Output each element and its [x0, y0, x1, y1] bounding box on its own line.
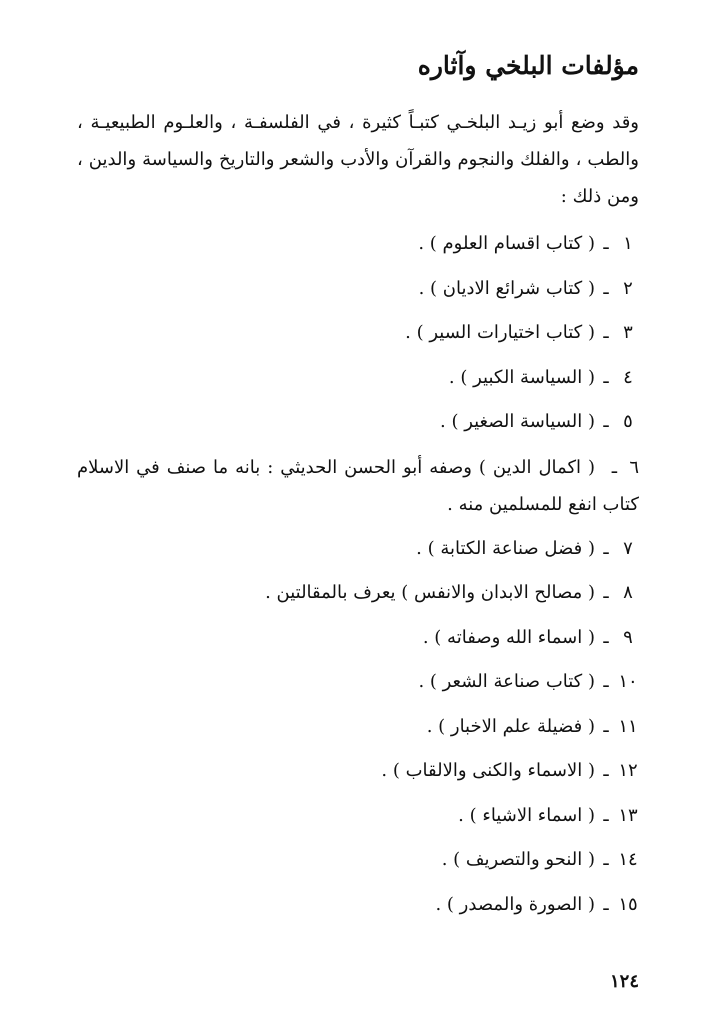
- item-number: ١٥: [618, 893, 638, 915]
- list-item: [77, 660, 639, 705]
- item-number: ١: [623, 233, 633, 254]
- list-item: [77, 883, 639, 928]
- item-number: ١٤: [618, 849, 638, 870]
- item-dash: ـ: [603, 366, 609, 388]
- item-dash: ـ: [603, 626, 609, 648]
- list-item: [77, 571, 639, 616]
- item-text: ( النحو والتصريف ) .: [441, 849, 595, 870]
- item-number: ٤: [623, 366, 633, 388]
- item-text: ( كتاب اختيارات السير ) .: [405, 322, 595, 343]
- list-item: [77, 838, 639, 883]
- item-dash: ـ: [603, 849, 609, 870]
- item-number: ٣: [623, 322, 633, 343]
- item-text: ( الاسماء والكنى والالقاب ) .: [381, 760, 595, 781]
- item-dash: ـ: [603, 760, 609, 781]
- item-number: ١٠: [618, 671, 638, 692]
- item-number: ١٢: [618, 760, 638, 781]
- item-dash: ـ: [611, 456, 617, 478]
- item-text: ( كتاب صناعة الشعر ) .: [418, 671, 595, 692]
- item-number: ٢: [623, 277, 633, 299]
- list-item: [77, 222, 639, 267]
- item-text: ( اسماء الله وصفاته ) .: [422, 626, 595, 648]
- item-text: ( فضيلة علم الاخبار ) .: [426, 715, 595, 737]
- item-number: ٨: [623, 582, 633, 603]
- item-dash: ـ: [603, 893, 609, 915]
- item-text: ( اسماء الاشياء ) .: [458, 804, 595, 826]
- works-list: [77, 222, 639, 927]
- page-number: ١٢٤: [609, 971, 639, 992]
- intro-paragraph: وقد وضع أبو زيـد البلخـي كتبـاً كثيرة ، في الفلسفـة ، والعلـوم الطبيعيـة ، والطب ، والفلك والنجوم والقرآن والأدب والشعر والتاريخ والسياسة والدين ، ومن ذلك :: [77, 112, 639, 207]
- item-text: ( كتاب شرائع الاديان ) .: [418, 277, 595, 299]
- item-text: ( السياسة الصغير ) .: [440, 411, 595, 432]
- item-number: ٧: [623, 537, 633, 559]
- item-number: ٦: [629, 456, 639, 478]
- item-dash: ـ: [603, 715, 609, 737]
- list-item: [77, 705, 639, 750]
- item-number: ٥: [623, 411, 633, 432]
- item-text: ( كتاب اقسام العلوم ) .: [418, 233, 595, 254]
- item-dash: ـ: [603, 537, 609, 559]
- item-dash: ـ: [603, 671, 609, 692]
- item-dash: ـ: [603, 411, 609, 432]
- item-text: ( اكمال الدين ) وصفه أبو الحسن الحديثي : بانه ما صنف في الاسلام كتاب انفع للمسلمين منه .: [77, 456, 639, 515]
- item-dash: ـ: [603, 582, 609, 603]
- item-number: ١١: [618, 715, 638, 737]
- item-dash: ـ: [603, 233, 609, 254]
- list-item: [77, 356, 639, 401]
- item-text: ( فضل صناعة الكتابة ) .: [416, 537, 595, 559]
- item-text: ( الصورة والمصدر ) .: [435, 893, 595, 915]
- list-item: [77, 749, 639, 794]
- item-text: ( السياسة الكبير ) .: [448, 366, 595, 388]
- item-dash: ـ: [603, 804, 609, 826]
- list-item: [77, 527, 639, 572]
- section-heading: مؤلفات البلخي وآثاره: [417, 51, 639, 80]
- list-item: [77, 616, 639, 661]
- list-item: [77, 400, 639, 445]
- item-number: ٩: [623, 626, 633, 648]
- item-text: ( مصالح الابدان والانفس ) يعرف بالمقالتين .: [265, 582, 595, 603]
- list-item: [77, 311, 639, 356]
- list-item: [77, 794, 639, 839]
- item-dash: ـ: [603, 277, 609, 299]
- list-item: [77, 445, 639, 527]
- item-number: ١٣: [618, 804, 638, 826]
- list-item: [77, 267, 639, 312]
- item-dash: ـ: [603, 322, 609, 343]
